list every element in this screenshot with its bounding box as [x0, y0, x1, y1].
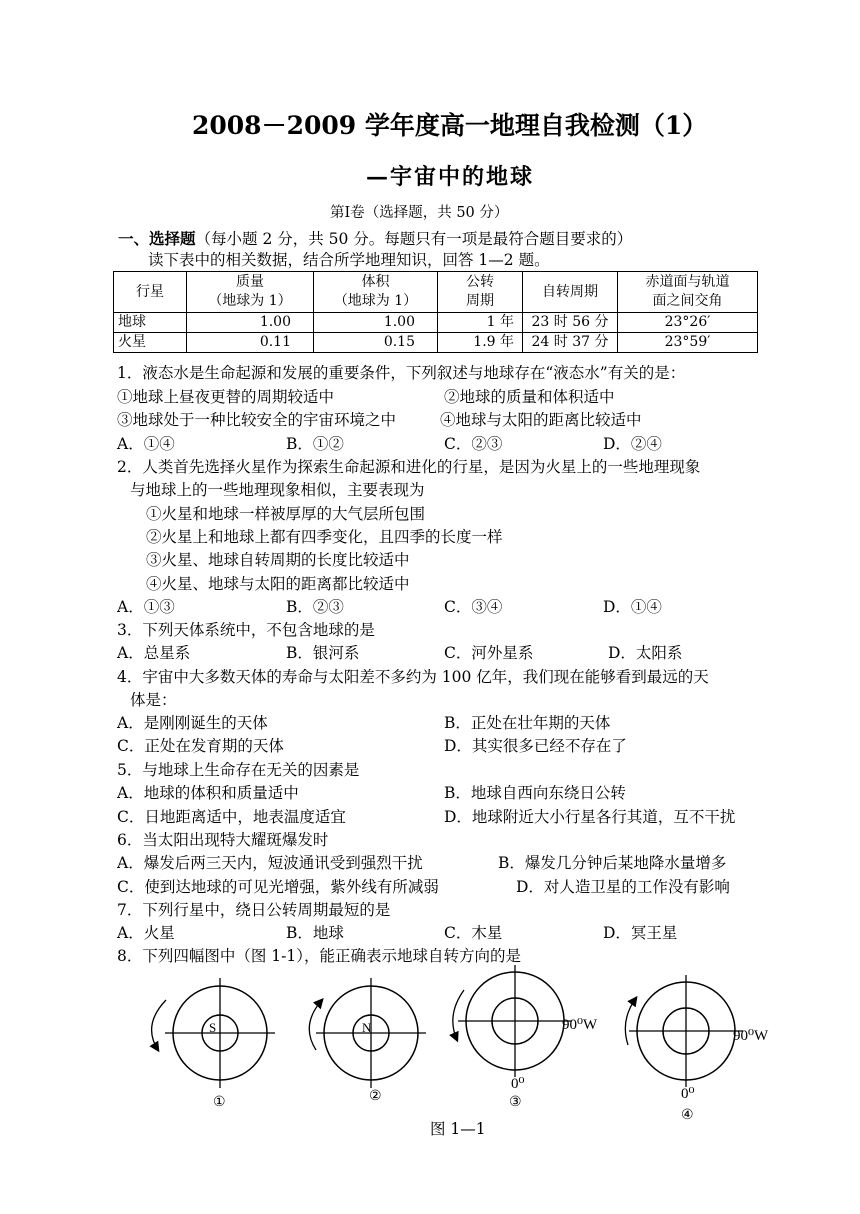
- option[interactable]: D．对人造卫星的工作没有影响: [516, 878, 730, 896]
- question-item: ①地球上昼夜更替的周期较适中: [117, 388, 335, 406]
- paper-part-label: 第Ⅰ卷（选择题，共 50 分）: [330, 205, 509, 221]
- table-cell: 0.15: [314, 333, 438, 353]
- longitude-label: 90⁰W: [733, 1028, 769, 1044]
- diagram-label: ①: [213, 1095, 226, 1110]
- question-stem: 8．下列四幅图中（图 1-1），能正确表示地球自转方向的是: [117, 947, 522, 965]
- option[interactable]: D．其实很多已经不存在了: [444, 737, 627, 755]
- table-cell: 0.11: [187, 333, 314, 353]
- question-stem: 1．液态水是生命起源和发展的重要条件，下列叙述与地球存在“液态水”有关的是：: [117, 364, 686, 382]
- option[interactable]: B．②③: [286, 598, 344, 616]
- table-cell: 1.00: [187, 313, 314, 333]
- longitude-label: 0⁰: [511, 1076, 525, 1092]
- option[interactable]: C．使到达地球的可见光增强，紫外线有所减弱: [117, 878, 439, 896]
- question-item: ③火星、地球自转周期的长度比较适中: [146, 551, 410, 569]
- pole-label: S: [209, 1020, 217, 1035]
- pole-label: N: [362, 1020, 372, 1035]
- section-intro: 读下表中的相关数据，结合所学地理知识，回答 1—2 题。: [148, 251, 550, 269]
- header-cell: 赤道面与轨道 面之间交角: [618, 272, 758, 313]
- longitude-label: 90⁰W: [562, 1017, 598, 1033]
- header-cell: 自转周期: [523, 272, 618, 313]
- question-item: ②地球的质量和体积适中: [444, 388, 615, 406]
- table-cell: 23°59′: [618, 333, 758, 353]
- diagram-label: ④: [681, 1108, 694, 1123]
- option[interactable]: C．河外星系: [444, 644, 534, 662]
- question-stem: 6．当太阳出现特大耀斑爆发时: [117, 831, 329, 849]
- option[interactable]: C．日地距离适中，地表温度适宜: [117, 808, 346, 826]
- table-cell: 火星: [114, 333, 187, 353]
- option[interactable]: A．是刚刚诞生的天体: [117, 714, 268, 732]
- diagram-1[interactable]: [152, 978, 275, 1110]
- option[interactable]: A．总星系: [117, 644, 191, 662]
- option[interactable]: B．爆发几分钟后某地降水量增多: [498, 854, 727, 872]
- option[interactable]: C．②③: [444, 435, 503, 453]
- question-stem: 体是：: [130, 691, 177, 709]
- diagram-4[interactable]: [625, 975, 769, 1123]
- option[interactable]: A．爆发后两三天内，短波通讯受到强烈干扰: [117, 854, 423, 872]
- question-stem: 5．与地球上生命存在无关的因素是: [117, 761, 360, 779]
- question-item: ①火星和地球一样被厚厚的大气层所包围: [146, 505, 426, 523]
- page-subtitle: —宇宙中的地球: [366, 164, 535, 190]
- header-cell: 体积 （地球为 1）: [314, 272, 438, 313]
- longitude-label: 0⁰: [681, 1086, 695, 1102]
- option[interactable]: A．①④: [117, 435, 175, 453]
- rotation-arrow-icon: [309, 1000, 322, 1050]
- table-cell: 23 时 56 分: [523, 313, 618, 333]
- option[interactable]: A．地球的体积和质量适中: [117, 784, 299, 802]
- question-item: ④火星、地球与太阳的距离都比较适中: [146, 575, 410, 593]
- option[interactable]: D．地球附近大小行星各行其道，互不干扰: [444, 808, 736, 826]
- option[interactable]: A．火星: [117, 924, 175, 942]
- question-item: ②火星上和地球上都有四季变化，且四季的长度一样: [146, 528, 503, 546]
- question-item: ③地球处于一种比较安全的宇宙环境之中: [117, 411, 397, 429]
- option[interactable]: D．①④: [603, 598, 662, 616]
- question-stem: 4．宇宙中大多数天体的寿命与太阳差不多约为 100 亿年，我们现在能够看到最远的天: [117, 668, 709, 686]
- option[interactable]: C．③④: [444, 598, 503, 616]
- rotation-arrow-icon: [625, 998, 636, 1045]
- diagram-3[interactable]: [453, 965, 598, 1110]
- table-cell: 地球: [114, 313, 187, 333]
- option[interactable]: D．冥王星: [603, 924, 678, 942]
- rotation-arrow-icon: [453, 990, 464, 1040]
- question-item: ④地球与太阳的距离比较适中: [440, 411, 642, 429]
- table-cell: 24 时 37 分: [523, 333, 618, 353]
- option[interactable]: C．木星: [444, 924, 503, 942]
- diagram-2[interactable]: [309, 978, 426, 1104]
- section-title: 一、选择题: [118, 230, 196, 248]
- figure-caption: 图 1—1: [430, 1120, 486, 1138]
- diagram-label: ②: [369, 1089, 382, 1104]
- question-stem: 3．下列天体系统中，不包含地球的是: [117, 621, 375, 639]
- option[interactable]: B．地球: [286, 924, 344, 942]
- question-stem: 与地球上的一些地理现象相似，主要表现为: [130, 481, 425, 499]
- option[interactable]: C．正处在发育期的天体: [117, 737, 284, 755]
- option[interactable]: A．①③: [117, 598, 175, 616]
- option[interactable]: B．地球自西向东绕日公转: [444, 784, 626, 802]
- header-cell: 公转 周期: [438, 272, 523, 313]
- question-stem: 2．人类首先选择火星作为探索生命起源和进化的行星，是因为火星上的一些地理现象: [117, 458, 701, 476]
- table-cell: 1 年: [438, 313, 523, 333]
- option[interactable]: B．银河系: [286, 644, 360, 662]
- table-cell: 23°26′: [618, 313, 758, 333]
- question-stem: 7．下列行星中，绕日公转周期最短的是: [117, 901, 391, 919]
- header-cell: 行星: [114, 272, 187, 313]
- page-title: 2008－2009 学年度高一地理自我检测（1）: [192, 111, 708, 140]
- header-cell: 质量 （地球为 1）: [187, 272, 314, 313]
- diagram-label: ③: [509, 1095, 522, 1110]
- option[interactable]: B．正处在壮年期的天体: [444, 714, 611, 732]
- table-cell: 1.00: [314, 313, 438, 333]
- option[interactable]: D．太阳系: [608, 644, 683, 662]
- option[interactable]: B．①②: [286, 435, 344, 453]
- rotation-arrow-icon: [152, 1000, 166, 1050]
- section-note: （每小题 2 分，共 50 分。每题只有一项是最符合题目要求的）: [195, 230, 633, 248]
- table-cell: 1.9 年: [438, 333, 523, 353]
- option[interactable]: D．②④: [603, 435, 662, 453]
